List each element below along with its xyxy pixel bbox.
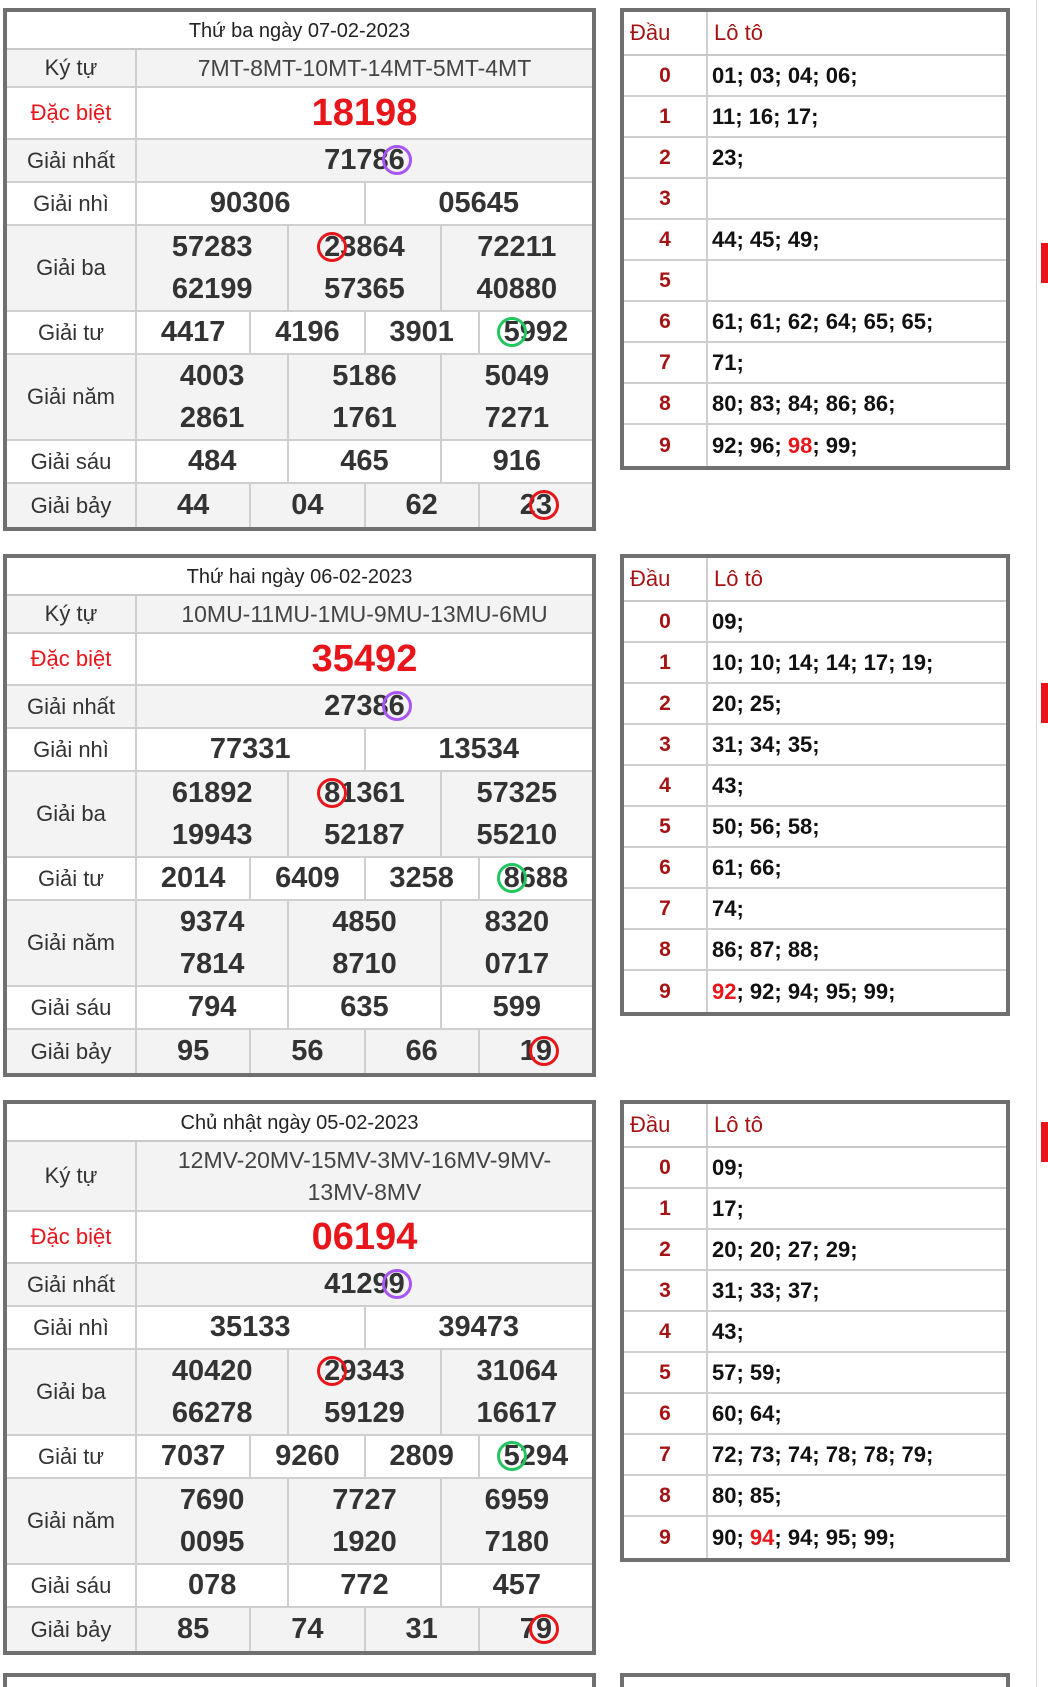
- loto-row: [624, 930, 1006, 971]
- special-prize-number: 35492: [311, 637, 418, 680]
- loto-values: [708, 971, 1006, 1012]
- second-prize-number: 39473: [438, 1311, 520, 1343]
- prize-label: Giải bảy: [7, 484, 137, 527]
- prize-label: Giải nhì: [7, 1307, 137, 1348]
- seventh-prize-number: 56: [251, 1030, 365, 1073]
- loto-values: 17;: [712, 1195, 744, 1221]
- loto-values: 20; 25;: [712, 690, 782, 716]
- loto-row: [624, 261, 1006, 302]
- loto-values: 44; 45; 49;: [712, 226, 820, 252]
- prize-row-nam: [7, 355, 592, 441]
- loto-header: [624, 12, 1006, 56]
- result-table: [3, 8, 596, 531]
- fourth-prize-number: 6409: [251, 858, 365, 899]
- loto-values: 20; 20; 27; 29;: [712, 1236, 858, 1262]
- loto-row: [624, 425, 1006, 466]
- loto-values: [708, 261, 1006, 300]
- loto-row: [624, 1148, 1006, 1189]
- prize-row-nam: [7, 901, 592, 987]
- prize-label: Giải nhì: [7, 729, 137, 770]
- loto-values: 80; 85;: [712, 1482, 782, 1508]
- loto-header-head: Đầu: [624, 1104, 708, 1146]
- result-table: [3, 554, 596, 1077]
- loto-values: 57; 59;: [712, 1359, 782, 1385]
- loto-head-digit: 2: [624, 138, 708, 177]
- prize-label: Giải bảy: [7, 1608, 137, 1651]
- fourth-prize-number: 8688: [480, 858, 592, 899]
- loto-row: [624, 179, 1006, 220]
- loto-head-digit: 1: [624, 1189, 708, 1228]
- loto-head-digit: 0: [624, 1148, 708, 1187]
- seventh-prize-number: 19: [480, 1030, 592, 1073]
- loto-table: [620, 554, 1010, 1016]
- loto-values: 60; 64;: [712, 1400, 782, 1426]
- sidebar-red-marker: [1041, 683, 1048, 723]
- fifth-prize-number: 5049: [484, 359, 550, 392]
- loto-header: [624, 558, 1006, 602]
- loto-row: [624, 1271, 1006, 1312]
- fourth-prize-number: 4417: [137, 312, 251, 353]
- highlight-ring-icon: [497, 317, 527, 347]
- prize-row-bay: [7, 1608, 592, 1651]
- prize-row-nhi: [7, 1307, 592, 1350]
- third-prize-number: 40420: [137, 1350, 289, 1392]
- highlight-ring-icon: [317, 1356, 347, 1386]
- loto-values: [708, 179, 1006, 218]
- seventh-prize-number: 79: [480, 1608, 592, 1651]
- prize-row-ba: [7, 1350, 592, 1436]
- loto-head-digit: 7: [624, 343, 708, 382]
- loto-row: [624, 1435, 1006, 1476]
- loto-values: [708, 1517, 1006, 1558]
- third-prize-number: 16617: [476, 1396, 558, 1429]
- highlight-ring-icon: [529, 490, 559, 520]
- loto-values: 61; 61; 62; 64; 65; 65;: [712, 308, 934, 334]
- loto-row: [624, 766, 1006, 807]
- highlight-ring-icon: [382, 145, 412, 175]
- loto-values: [708, 425, 1006, 466]
- loto-head-digit: 3: [624, 1271, 708, 1310]
- loto-values: 43;: [712, 772, 744, 798]
- loto-values-before: 90;: [712, 1524, 750, 1550]
- prize-row-nam: [7, 1479, 592, 1565]
- fifth-prize-number: 2861: [137, 397, 289, 439]
- first-prize-number: 71786: [137, 140, 592, 181]
- loto-row: [624, 1230, 1006, 1271]
- loto-head-digit: 9: [624, 425, 708, 466]
- draw-date-title: Thứ ba ngày 07-02-2023: [7, 12, 592, 50]
- draw-date-title: Chủ nhật ngày 05-02-2023: [7, 1104, 592, 1142]
- loto-head-digit: 5: [624, 1353, 708, 1392]
- fourth-prize-number: 4196: [251, 312, 365, 353]
- loto-row: [624, 56, 1006, 97]
- seventh-prize-number: 44: [137, 484, 251, 527]
- prize-label: Giải ba: [7, 226, 137, 310]
- seventh-prize-number: 85: [137, 1608, 251, 1651]
- loto-row: [624, 1394, 1006, 1435]
- loto-header-values: Lô tô: [714, 566, 763, 591]
- second-prize-number: 90306: [137, 183, 366, 224]
- loto-row: [624, 1476, 1006, 1517]
- loto-special-tail: 94: [749, 1524, 775, 1550]
- prize-label: Ký tự: [7, 1142, 137, 1210]
- sixth-prize-number: 599: [492, 991, 542, 1023]
- prize-row-dacbiet: [7, 1212, 592, 1264]
- loto-values: 61; 66;: [712, 854, 782, 880]
- third-prize-number: 52187: [289, 814, 441, 856]
- fifth-prize-number: 4850: [289, 901, 441, 943]
- prize-row-sau: [7, 441, 592, 484]
- draw-date-title: Thứ hai ngày 06-02-2023: [7, 558, 592, 596]
- first-prize-number: 27386: [137, 686, 592, 727]
- prize-label: Giải nhất: [7, 140, 137, 181]
- prize-row-tu: [7, 1436, 592, 1479]
- loto-row: [624, 138, 1006, 179]
- third-prize-number: 31064: [476, 1354, 558, 1387]
- loto-values: 31; 33; 37;: [712, 1277, 820, 1303]
- highlight-ring-icon: [317, 232, 347, 262]
- third-prize-number: 55210: [476, 818, 558, 851]
- fifth-prize-number: 0717: [484, 947, 550, 980]
- loto-head-digit: 8: [624, 930, 708, 969]
- third-prize-number: 57283: [137, 226, 289, 268]
- loto-values: 31; 34; 35;: [712, 731, 820, 757]
- loto-values-after: ; 92; 94; 95; 99;: [736, 978, 896, 1004]
- fifth-prize-number: 7814: [137, 943, 289, 985]
- sixth-prize-number: 457: [492, 1569, 542, 1601]
- prize-label: Giải sáu: [7, 441, 137, 482]
- prize-label: Giải nhất: [7, 1264, 137, 1305]
- loto-head-digit: 8: [624, 1476, 708, 1515]
- prize-label: Ký tự: [7, 50, 137, 86]
- loto-row: [624, 643, 1006, 684]
- loto-values-after: ; 94; 95; 99;: [774, 1524, 896, 1550]
- fourth-prize-number: 5294: [480, 1436, 592, 1477]
- prize-label: Giải năm: [7, 355, 137, 439]
- third-prize-number: 61892: [137, 772, 289, 814]
- loto-values: 71;: [712, 349, 744, 375]
- loto-table: [620, 8, 1010, 470]
- sixth-prize-number: 484: [137, 441, 289, 482]
- fifth-prize-number: 7727: [289, 1479, 441, 1521]
- fifth-prize-number: 8710: [289, 943, 441, 985]
- loto-values-before: 92; 96;: [712, 432, 788, 458]
- prize-label: Giải tư: [7, 312, 137, 353]
- sixth-prize-number: 465: [289, 441, 441, 482]
- prize-row-ba: [7, 226, 592, 312]
- prize-label: Giải bảy: [7, 1030, 137, 1073]
- seventh-prize-number: 23: [480, 484, 592, 527]
- loto-row: [624, 302, 1006, 343]
- seventh-prize-number: 95: [137, 1030, 251, 1073]
- prize-row-kytu: [7, 596, 592, 634]
- prize-label: Giải ba: [7, 772, 137, 856]
- right-sidebar-edge: [1036, 0, 1048, 1687]
- prize-row-kytu: [7, 1142, 592, 1212]
- seventh-prize-number: 62: [366, 484, 480, 527]
- second-prize-number: 13534: [438, 733, 520, 765]
- first-prize-number: 41299: [137, 1264, 592, 1305]
- loto-values: 86; 87; 88;: [712, 936, 820, 962]
- loto-values: 11; 16; 17;: [712, 103, 819, 129]
- loto-row: [624, 807, 1006, 848]
- prize-row-nhi: [7, 183, 592, 226]
- loto-head-digit: 8: [624, 384, 708, 423]
- next-loto-table-edge: [620, 1673, 1010, 1687]
- prize-row-dacbiet: [7, 88, 592, 140]
- prize-row-tu: [7, 312, 592, 355]
- fifth-prize-number: 7690: [137, 1479, 289, 1521]
- prize-label: Giải ba: [7, 1350, 137, 1434]
- prize-row-ba: [7, 772, 592, 858]
- loto-header-head: Đầu: [624, 12, 708, 54]
- loto-row: [624, 97, 1006, 138]
- loto-row: [624, 684, 1006, 725]
- fifth-prize-number: 9374: [137, 901, 289, 943]
- loto-values: 50; 56; 58;: [712, 813, 820, 839]
- loto-values: 09;: [712, 608, 744, 634]
- prize-row-nhat: [7, 1264, 592, 1307]
- prize-label: Giải năm: [7, 901, 137, 985]
- loto-head-digit: 3: [624, 179, 708, 218]
- loto-head-digit: 9: [624, 1517, 708, 1558]
- fifth-prize-number: 4003: [137, 355, 289, 397]
- prize-label: Ký tự: [7, 596, 137, 632]
- fifth-prize-number: 0095: [137, 1521, 289, 1563]
- special-prize-number: 18198: [311, 91, 418, 134]
- prize-row-kytu: [7, 50, 592, 88]
- loto-head-digit: 5: [624, 261, 708, 300]
- loto-values: 72; 73; 74; 78; 78; 79;: [712, 1441, 934, 1467]
- prize-label: Giải sáu: [7, 1565, 137, 1606]
- loto-head-digit: 2: [624, 1230, 708, 1269]
- highlight-ring-icon: [529, 1614, 559, 1644]
- third-prize-number: 23864: [289, 226, 441, 268]
- loto-head-digit: 3: [624, 725, 708, 764]
- loto-row: [624, 220, 1006, 261]
- loto-head-digit: 9: [624, 971, 708, 1012]
- highlight-ring-icon: [497, 863, 527, 893]
- prize-row-sau: [7, 1565, 592, 1608]
- prize-row-sau: [7, 987, 592, 1030]
- prize-label: Giải năm: [7, 1479, 137, 1563]
- prize-row-dacbiet: [7, 634, 592, 686]
- fifth-prize-number: 7180: [484, 1525, 550, 1558]
- loto-values: 23;: [712, 144, 744, 170]
- loto-row: [624, 602, 1006, 643]
- prize-row-bay: [7, 1030, 592, 1073]
- prize-row-nhi: [7, 729, 592, 772]
- third-prize-number: 59129: [289, 1392, 441, 1434]
- loto-head-digit: 7: [624, 889, 708, 928]
- second-prize-number: 05645: [438, 187, 520, 219]
- loto-table: [620, 1100, 1010, 1562]
- loto-head-digit: 6: [624, 302, 708, 341]
- prize-row-bay: [7, 484, 592, 527]
- third-prize-number: 19943: [137, 814, 289, 856]
- highlight-ring-icon: [529, 1036, 559, 1066]
- loto-row: [624, 848, 1006, 889]
- loto-row: [624, 1353, 1006, 1394]
- loto-values: 10; 10; 14; 14; 17; 19;: [712, 649, 934, 675]
- loto-row: [624, 1189, 1006, 1230]
- sixth-prize-number: 794: [137, 987, 289, 1028]
- highlight-ring-icon: [382, 691, 412, 721]
- third-prize-number: 72211: [477, 230, 557, 263]
- fifth-prize-number: 1920: [289, 1521, 441, 1563]
- highlight-ring-icon: [497, 1441, 527, 1471]
- loto-header: [624, 1104, 1006, 1148]
- fourth-prize-number: 2809: [366, 1436, 480, 1477]
- fifth-prize-number: 7271: [484, 401, 550, 434]
- fourth-prize-number: 3258: [366, 858, 480, 899]
- seventh-prize-number: 66: [366, 1030, 480, 1073]
- seventh-prize-number: 31: [366, 1608, 480, 1651]
- highlight-ring-icon: [382, 1269, 412, 1299]
- fifth-prize-number: 8320: [484, 905, 550, 938]
- prize-label: Giải sáu: [7, 987, 137, 1028]
- highlight-ring-icon: [317, 778, 347, 808]
- third-prize-number: 57325: [476, 776, 558, 809]
- prize-row-nhat: [7, 140, 592, 183]
- fifth-prize-number: 6959: [484, 1483, 550, 1516]
- prize-label: Giải tư: [7, 1436, 137, 1477]
- result-table: [3, 1100, 596, 1655]
- sidebar-red-marker: [1041, 243, 1048, 283]
- draw-codes: 12MV-20MV-15MV-3MV-16MV-9MV-13MV-8MV: [177, 1147, 552, 1205]
- loto-head-digit: 0: [624, 602, 708, 641]
- fourth-prize-number: 3901: [366, 312, 480, 353]
- loto-row: [624, 1312, 1006, 1353]
- loto-head-digit: 6: [624, 1394, 708, 1433]
- third-prize-number: 29343: [289, 1350, 441, 1392]
- loto-special-tail: 98: [787, 432, 813, 458]
- draw-codes: 7MT-8MT-10MT-14MT-5MT-4MT: [197, 55, 532, 81]
- special-prize-number: 06194: [311, 1215, 418, 1258]
- loto-row: [624, 384, 1006, 425]
- loto-head-digit: 2: [624, 684, 708, 723]
- prize-label: Giải nhì: [7, 183, 137, 224]
- seventh-prize-number: 74: [251, 1608, 365, 1651]
- third-prize-number: 66278: [137, 1392, 289, 1434]
- loto-head-digit: 4: [624, 220, 708, 259]
- sixth-prize-number: 635: [289, 987, 441, 1028]
- prize-label: Giải nhất: [7, 686, 137, 727]
- loto-special-tail: 92: [712, 978, 737, 1004]
- loto-row: [624, 1517, 1006, 1558]
- loto-head-digit: 7: [624, 1435, 708, 1474]
- loto-header-values: Lô tô: [714, 20, 763, 45]
- sixth-prize-number: 916: [492, 445, 542, 477]
- third-prize-number: 81361: [289, 772, 441, 814]
- prize-label: Đặc biệt: [7, 1212, 137, 1262]
- prize-label: Đặc biệt: [7, 88, 137, 138]
- loto-header-values: Lô tô: [714, 1112, 763, 1137]
- loto-row: [624, 889, 1006, 930]
- third-prize-number: 62199: [137, 268, 289, 310]
- loto-head-digit: 5: [624, 807, 708, 846]
- fifth-prize-number: 5186: [289, 355, 441, 397]
- loto-header-head: Đầu: [624, 558, 708, 600]
- loto-head-digit: 4: [624, 766, 708, 805]
- fourth-prize-number: 7037: [137, 1436, 251, 1477]
- fourth-prize-number: 2014: [137, 858, 251, 899]
- loto-head-digit: 6: [624, 848, 708, 887]
- prize-label: Đặc biệt: [7, 634, 137, 684]
- sidebar-red-marker: [1041, 1122, 1048, 1162]
- sixth-prize-number: 078: [137, 1565, 289, 1606]
- next-result-table-edge: [3, 1673, 596, 1687]
- loto-row: [624, 343, 1006, 384]
- prize-row-tu: [7, 858, 592, 901]
- loto-head-digit: 1: [624, 643, 708, 682]
- loto-head-digit: 0: [624, 56, 708, 95]
- third-prize-number: 40880: [476, 272, 558, 305]
- prize-label: Giải tư: [7, 858, 137, 899]
- loto-row: [624, 971, 1006, 1012]
- fourth-prize-number: 5992: [480, 312, 592, 353]
- sixth-prize-number: 772: [289, 1565, 441, 1606]
- seventh-prize-number: 04: [251, 484, 365, 527]
- fifth-prize-number: 1761: [289, 397, 441, 439]
- second-prize-number: 35133: [137, 1307, 366, 1348]
- loto-values: 43;: [712, 1318, 744, 1344]
- loto-head-digit: 1: [624, 97, 708, 136]
- loto-values: 80; 83; 84; 86; 86;: [712, 390, 896, 416]
- fourth-prize-number: 9260: [251, 1436, 365, 1477]
- loto-values: 74;: [712, 895, 744, 921]
- draw-codes: 10MU-11MU-1MU-9MU-13MU-6MU: [181, 601, 548, 627]
- loto-row: [624, 725, 1006, 766]
- second-prize-number: 77331: [137, 729, 366, 770]
- prize-row-nhat: [7, 686, 592, 729]
- third-prize-number: 57365: [289, 268, 441, 310]
- loto-values-after: ; 99;: [812, 432, 858, 458]
- loto-head-digit: 4: [624, 1312, 708, 1351]
- loto-values: 01; 03; 04; 06;: [712, 62, 858, 88]
- loto-values: 09;: [712, 1154, 744, 1180]
